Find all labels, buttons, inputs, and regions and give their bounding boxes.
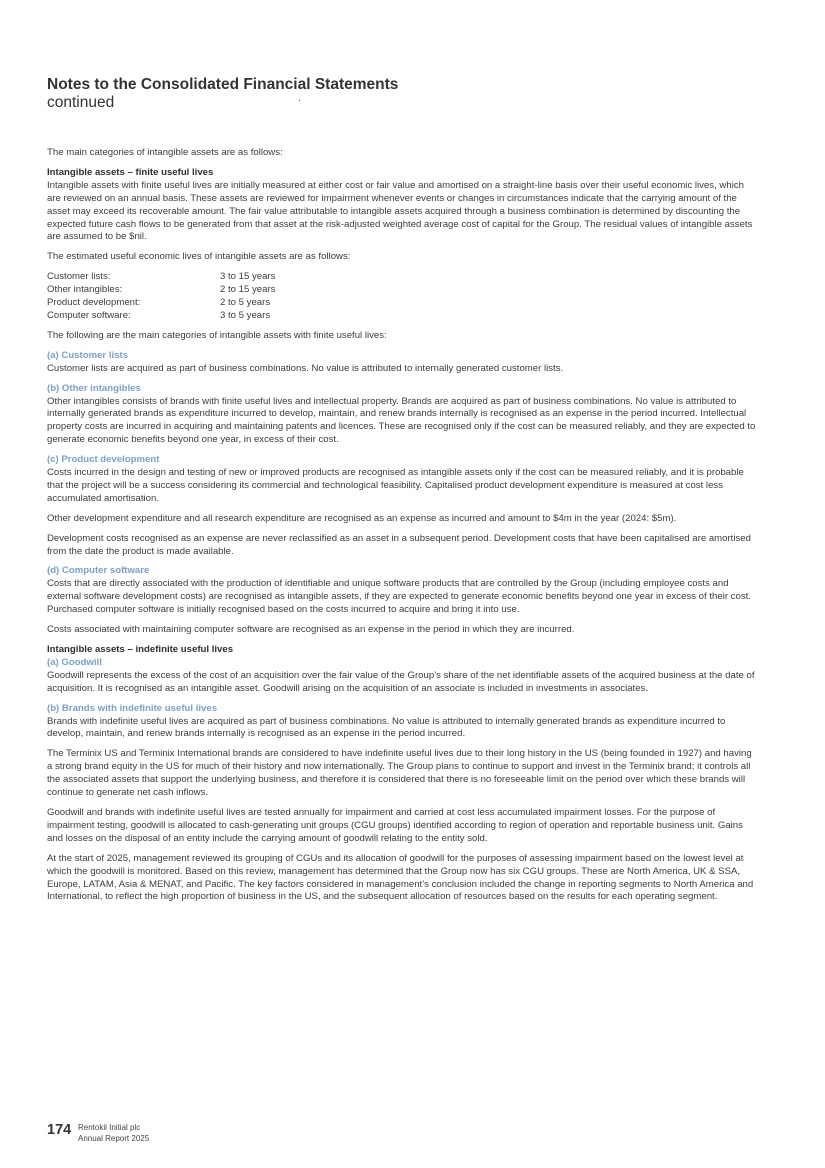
brands-body-1: Brands with indefinite useful lives are acquired as part of business combinations. No value is attributed to internally generated brands as expenditure incurred to develop, maintain, and renew brands internally is recognised as an expense in the period incurred.: [47, 715, 726, 740]
main-content: [47, 147, 759, 911]
useful-lives-table: [47, 271, 275, 323]
customer-lists-body: Customer lists are acquired as part of business combinations. No value is attributed to internally generated customer lists.: [47, 362, 564, 374]
table-row: [47, 310, 275, 323]
indefinite-heading: Intangible assets – indefinite useful lives: [47, 644, 234, 655]
lives-value: 3 to 15 years: [220, 271, 276, 283]
computer-software-heading: (d) Computer software: [47, 565, 150, 577]
brands-section: [47, 703, 759, 742]
computer-software-section: [47, 565, 759, 617]
computer-software-body-1: Costs that are directly associated with the production of identifiable and unique software products that are controlled by the Group (including employee costs and external software development costs) are recognised as intangible assets, if they are expected to generate economic benefits beyond one year in excess of their cost. Purchased computer software is initially recognised based on the costs incurred to acquire and bring it into use.: [47, 578, 751, 616]
table-row: [47, 284, 275, 297]
company-name: Rentokil Initial plc: [78, 1123, 141, 1132]
customer-lists-heading: (a) Customer lists: [47, 349, 129, 361]
computer-software-body-2: Costs associated with maintaining computer software are recognised as an expense in the period in which they are incurred.: [47, 624, 575, 636]
finite-heading: Intangible assets – finite useful lives: [47, 166, 214, 178]
indefinite-section: [47, 644, 759, 696]
product-development-body-2: Other development expenditure and all research expenditure are recognised as an expense as incurred and amount to $4m in the year (2024: $5m).: [47, 512, 677, 524]
product-development-heading: (c) Product development: [47, 454, 160, 466]
page-title: Notes to the Consolidated Financial Statements: [47, 76, 399, 93]
page-subtitle: continued: [47, 94, 115, 111]
lives-label: Other intangibles:: [47, 284, 123, 296]
lives-value: 2 to 5 years: [220, 297, 271, 309]
finite-body: Intangible assets with finite useful lives are initially measured at either cost or fair value and amortised on a straight-line basis over their useful economic lives, which are reviewed on an annual basis. These assets are reviewed for impairment whenever events or changes in circumstances indicate that the carrying amount of the asset may exceed its recoverable amount. The fair value attributable to intangible assets acquired through a business combination is determined by discounting the expected future cash flows to be generated from that asset at the risk-adjusted weighted average cost of capital for the Group. The residual values of intangible assets are assumed to be $nil.: [47, 179, 753, 243]
brands-body-3: Goodwill and brands with indefinite useful lives are tested annually for impairment and carried at cost less accumulated impairment losses. For the purpose of impairment testing, goodwill is allocated to cash-generating unit groups (CGU groups) identified according to region of operation and reportable business unit. Gains and losses on the disposal of an entity include the carrying amount of goodwill relating to the entity sold.: [47, 806, 743, 844]
intro-paragraph: The main categories of intangible assets are as follows:: [47, 147, 283, 158]
goodwill-heading: (a) Goodwill: [47, 656, 102, 668]
page-number: 174: [47, 1122, 72, 1138]
footer-company: [78, 1122, 149, 1144]
product-development-section: [47, 454, 759, 506]
lives-value: 2 to 15 years: [220, 284, 276, 296]
customer-lists-section: [47, 350, 759, 376]
table-row: [47, 271, 275, 284]
report-name: Annual Report 2025: [78, 1134, 150, 1143]
lives-label: Product development:: [47, 297, 141, 309]
product-development-body-1: Costs incurred in the design and testing of new or improved products are recognised as intangible assets only if the cost can be measured reliably, and it is probable that the project will be a success considering its commercial and technological feasibility. Capitalised product development expenditure is measured at cost less accumulated amortisation.: [47, 467, 744, 504]
other-intangibles-heading: (b) Other intangibles: [47, 382, 141, 394]
lives-intro: The estimated useful economic lives of intangible assets are as follows:: [47, 251, 351, 263]
goodwill-body: Goodwill represents the excess of the cost of an acquisition over the fair value of the Group’s share of the net identifiable assets of the acquired business at the date of acquisition. It is recognised as an intangible asset. Goodwill arising on the acquisition of an associate is included in investments in associates.: [47, 669, 755, 694]
other-intangibles-body: Other intangibles consists of brands with finite useful lives and intellectual property. Brands are acquired as part of business combinations. No value is attributed to internally generated brands as expenditure incurred to develop, maintain, and renew brands internally is recognised as an expense in the period incurred. Intellectual property costs are incurred in acquiring and maintaining patents and licences. These are recognised only if the cost can be measured reliably, and they are expected to generate economic benefits beyond one year, in excess of their cost.: [47, 395, 756, 446]
other-intangibles-section: [47, 383, 759, 448]
brands-body-2: The Terminix US and Terminix International brands are considered to have indefinite useful lives due to their long history in the US (being founded in 1927) and having a strong brand equity in the US for much of their history and now internationally. The Group plans to continue to support and invest in the Terminix brand; it controls all the associated assets that support the underlying business, and therefore it is considered that there is no foreseeable limit on the period over which these brands will continue to generate net cash inflows.: [47, 748, 752, 799]
finite-section: [47, 167, 759, 244]
brands-body-4: At the start of 2025, management reviewed its grouping of CGUs and its allocation of goodwill for the purposes of assessing impairment based on the lowest level at which the goodwill is monitored. Based on this review, management has determined that the Group now has six CGU groups. These are North America, UK & SSA, Europe, LATAM, Asia & MENAT, and Pacific. The key factors considered in management’s conclusion included the change in reporting segments to North America and International, to reflect the high proportion of business in the US, and the subsequent allocation of resources based on the results for each operating segment.: [47, 852, 754, 903]
lives-label: Customer lists:: [47, 271, 111, 283]
categories-intro: The following are the main categories of intangible assets with finite useful lives:: [47, 329, 387, 341]
lives-value: 3 to 5 years: [220, 309, 271, 321]
lives-label: Computer software:: [47, 309, 131, 321]
product-development-body-3: Development costs recognised as an expense are never reclassified as an asset in a subsequent period. Development costs that have been capitalised are amortised from the date the product is made available.: [47, 532, 751, 557]
stray-dot: [299, 100, 300, 101]
brands-heading: (b) Brands with indefinite useful lives: [47, 702, 218, 714]
table-row: [47, 297, 275, 310]
